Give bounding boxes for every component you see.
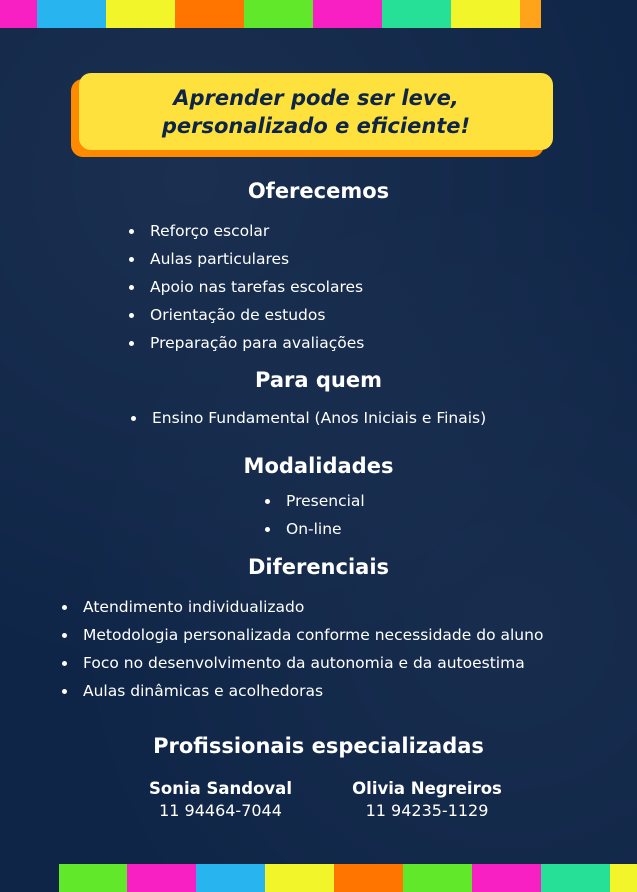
- list-diferenciais: [60, 593, 543, 705]
- strip-block: [334, 864, 403, 892]
- strip-block: [610, 864, 637, 892]
- strip-block: [196, 864, 265, 892]
- strip-block: [0, 0, 37, 28]
- list-item: On-line: [263, 515, 365, 543]
- list-item: Ensino Fundamental (Anos Iniciais e Finais): [129, 404, 486, 432]
- top-color-strip: [0, 0, 591, 28]
- list-item: Metodologia personalizada conforme necessidade do aluno: [60, 621, 543, 649]
- headline-line-1: Aprender pode ser leve,: [173, 85, 459, 110]
- strip-block: [59, 864, 127, 892]
- list-item: Aulas particulares: [127, 245, 364, 273]
- professional-name: Sonia Sandoval: [149, 779, 292, 798]
- strip-block: [265, 864, 334, 892]
- list-item: Apoio nas tarefas escolares: [127, 273, 364, 301]
- professional-name: Olivia Negreiros: [352, 779, 502, 798]
- strip-block: [37, 0, 106, 28]
- list-item: Foco no desenvolvimento da autonomia e da autoestima: [60, 649, 543, 677]
- heading-profissionais: Profissionais especializadas: [153, 734, 484, 758]
- list-item: Presencial: [263, 487, 365, 515]
- strip-block: [403, 864, 472, 892]
- list-modalidades: [263, 487, 365, 543]
- professional-phone: 11 94464-7044: [159, 801, 282, 820]
- strip-block: [382, 0, 451, 28]
- heading-diferenciais: Diferenciais: [247, 555, 390, 579]
- list-item: Reforço escolar: [127, 217, 364, 245]
- list-item: Preparação para avaliações: [127, 329, 364, 357]
- heading-oferecemos: Oferecemos: [247, 179, 390, 203]
- headline-line-2: personalizado e eficiente!: [161, 113, 471, 138]
- list-item: Aulas dinâmicas e acolhedoras: [60, 677, 543, 705]
- strip-block: [127, 864, 196, 892]
- professional-card: [133, 778, 308, 822]
- strip-block: [541, 864, 610, 892]
- list-para-quem: [129, 404, 486, 432]
- strip-block: [313, 0, 382, 28]
- headline-banner: [79, 73, 553, 150]
- strip-block: [175, 0, 244, 28]
- heading-para-quem: Para quem: [255, 368, 382, 392]
- heading-modalidades: Modalidades: [243, 454, 394, 478]
- list-item: Orientação de estudos: [127, 301, 364, 329]
- list-item: Atendimento individualizado: [60, 593, 543, 621]
- strip-block: [472, 864, 541, 892]
- professional-card: [336, 778, 518, 822]
- strip-block: [520, 0, 541, 28]
- strip-block: [451, 0, 520, 28]
- professional-phone: 11 94235-1129: [365, 801, 489, 820]
- list-oferecemos: [127, 217, 364, 357]
- bottom-color-strip: [59, 864, 637, 892]
- strip-block: [106, 0, 175, 28]
- strip-block: [244, 0, 313, 28]
